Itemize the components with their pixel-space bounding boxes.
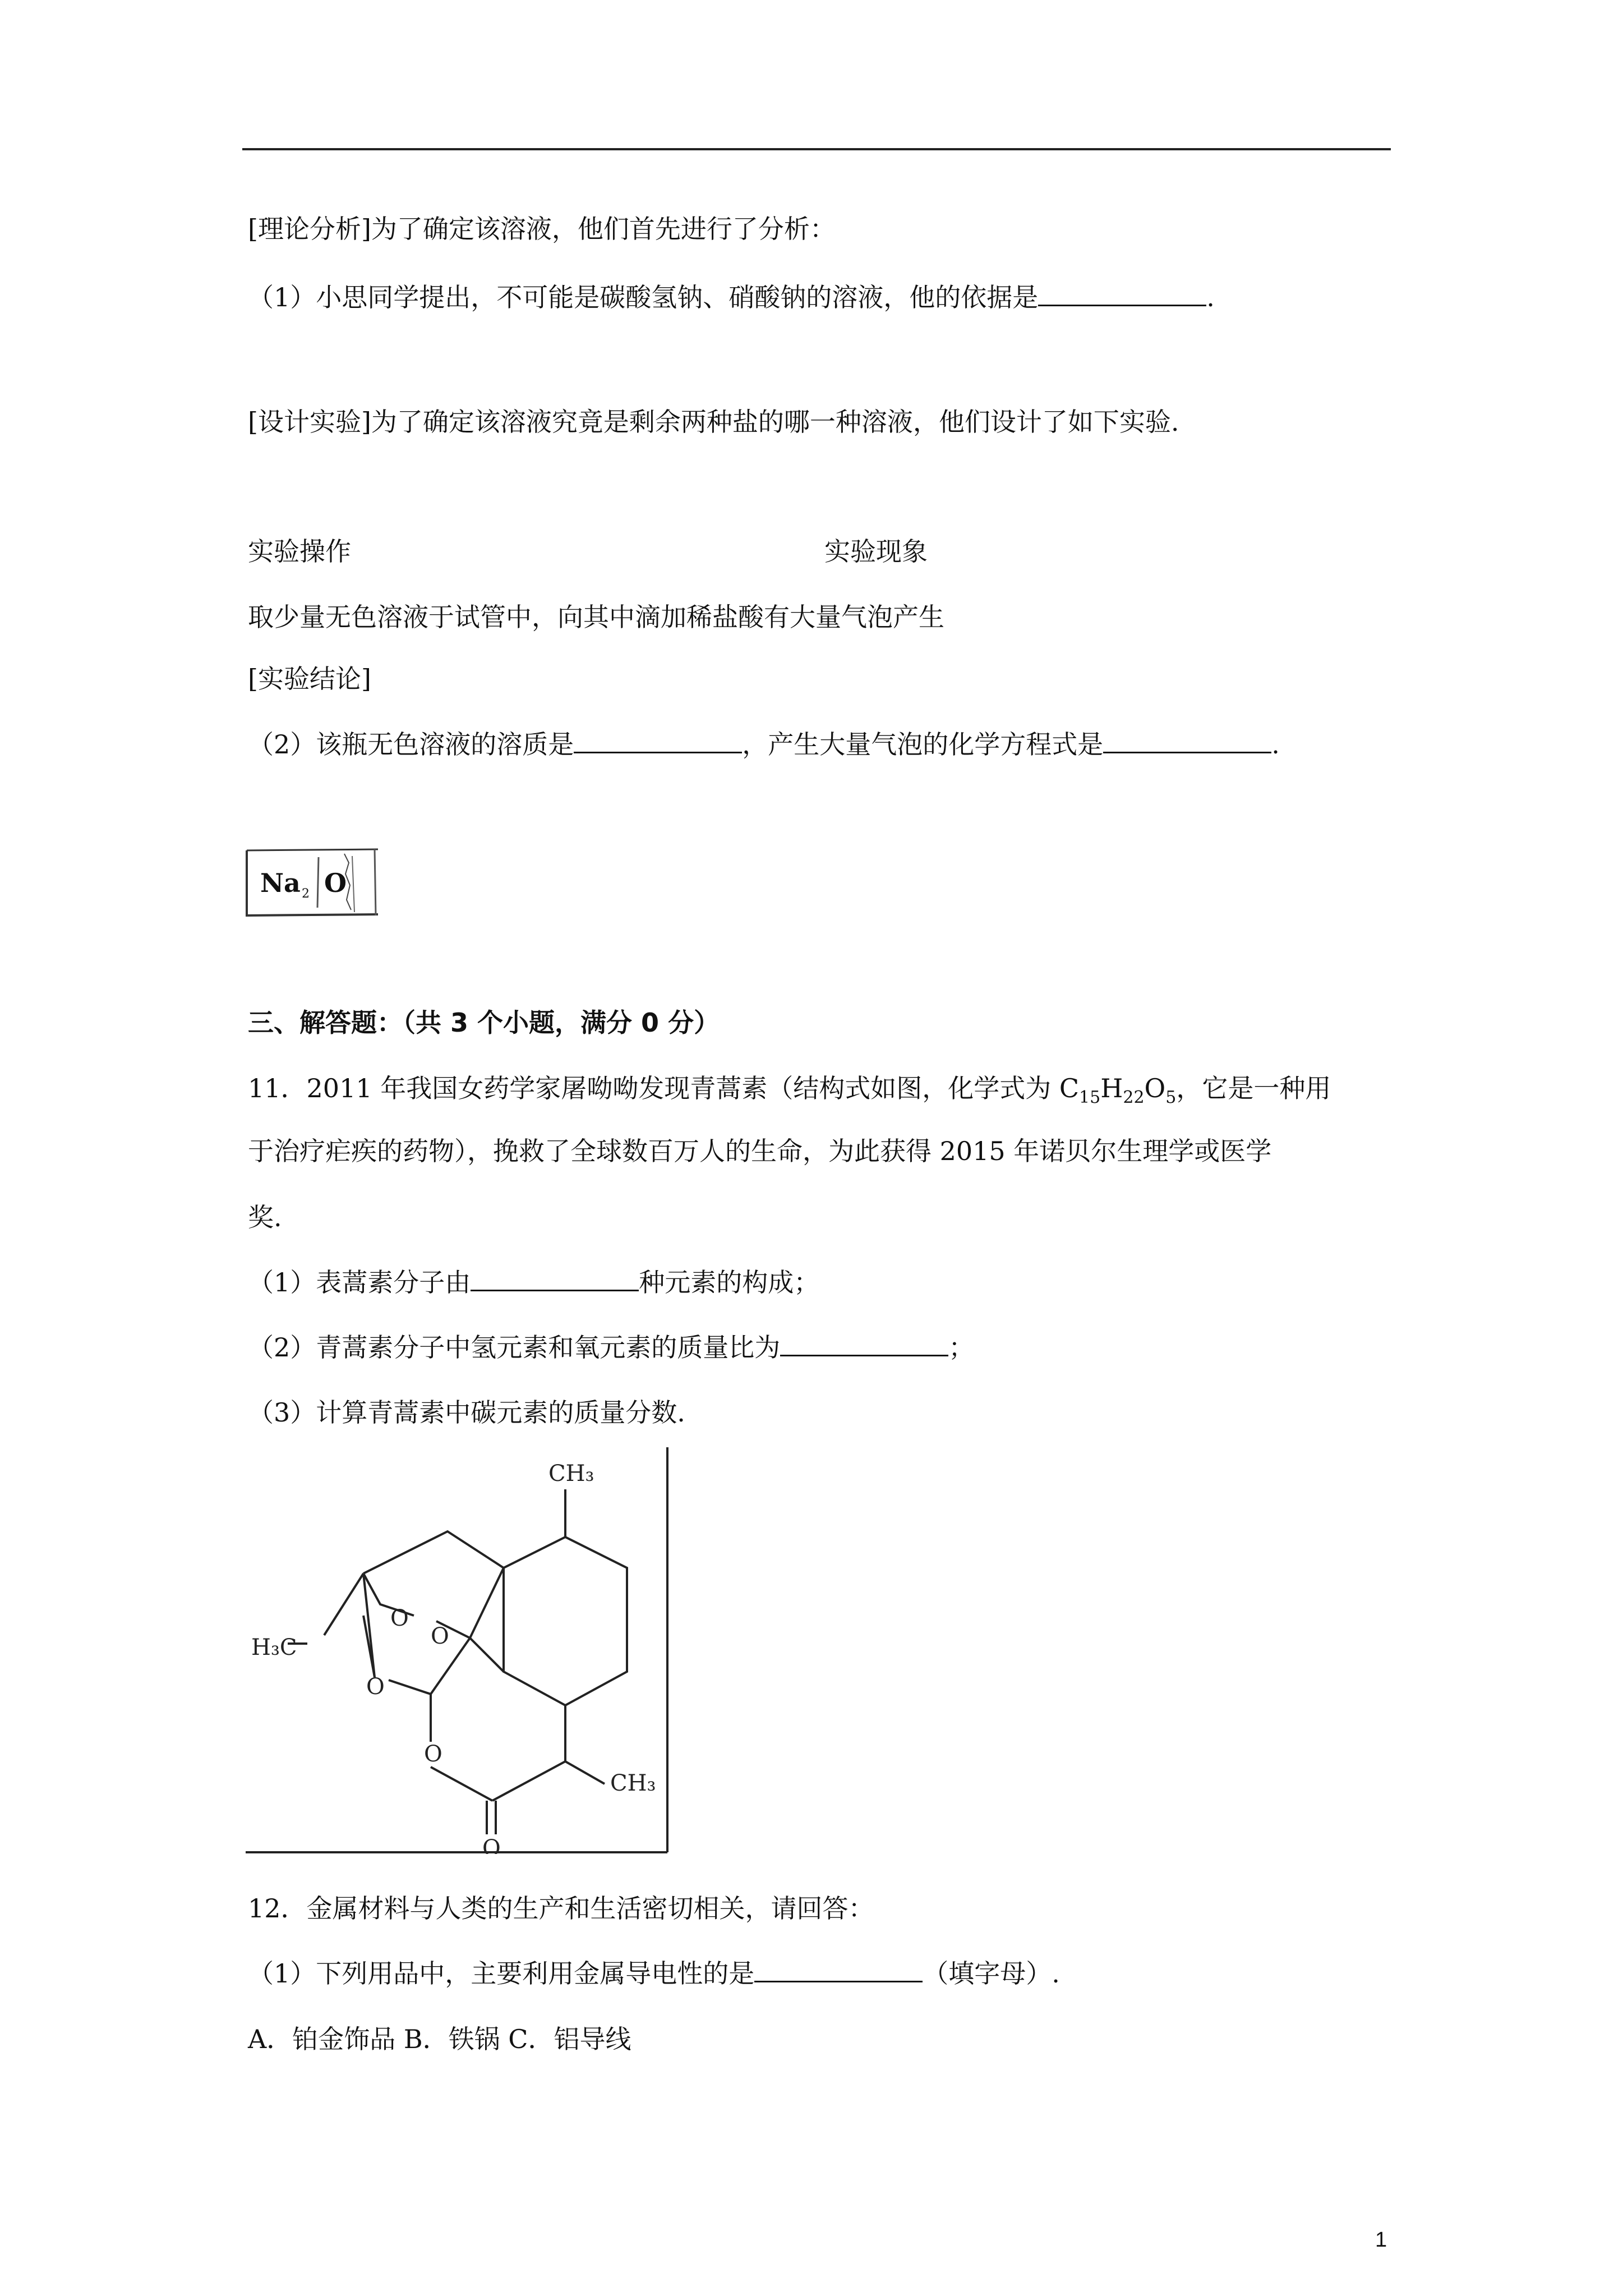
q11-sub-5: 5 — [1165, 1088, 1177, 1107]
q2-text-b: ，产生大量气泡的化学方程式是 — [742, 729, 1104, 760]
q11-sub-15: 15 — [1079, 1088, 1101, 1107]
label-sub: 2 — [302, 887, 310, 901]
q11-h: H — [1100, 1073, 1123, 1103]
question-11-line-3: 奖. — [248, 1202, 282, 1232]
answer-blank[interactable] — [780, 1332, 948, 1356]
q12-1-text-b: （填字母）. — [923, 1958, 1060, 1989]
q11-text-a: 11．2011 年我国女药学家屠呦呦发现青蒿素（结构式如图，化学式为 C — [248, 1073, 1080, 1103]
ch3-top-label: CH₃ — [548, 1461, 594, 1487]
experiment-conclusion-heading: [实验结论] — [248, 664, 371, 694]
section-heading: 三、解答题：（共 3 个小题，满分 0 分） — [248, 1007, 720, 1038]
question-12-options: A．铂金饰品 B．铁锅 C．铝导线 — [248, 2024, 631, 2054]
peroxide-o1-label: O — [390, 1605, 409, 1631]
carbonyl-o-label: O — [482, 1835, 501, 1854]
question-12-part-1 — [248, 1957, 1060, 1990]
table-header-operation: 实验操作 — [248, 536, 351, 567]
q11-2-text-b: ； — [948, 1332, 975, 1363]
q1-text: （1）小思同学提出，不可能是碳酸氢钠、硝酸钠的溶液，他的依据是 — [248, 282, 1039, 312]
label-na: Na — [260, 868, 301, 898]
q12-1-text-a: （1）下列用品中，主要利用金属导电性的是 — [248, 1958, 755, 1989]
artemisinin-structure-figure — [246, 1447, 669, 1854]
h3c-label: H₃C — [251, 1635, 297, 1660]
ether-o-label: O — [366, 1674, 385, 1700]
question-11-line-1 — [248, 1071, 1331, 1115]
answer-blank[interactable] — [1038, 282, 1206, 306]
question-11-part-2 — [248, 1331, 974, 1364]
answer-blank[interactable] — [471, 1267, 639, 1291]
q11-sub-22: 22 — [1123, 1088, 1145, 1107]
lactone-o-label: O — [424, 1741, 442, 1767]
answer-blank[interactable] — [1103, 729, 1271, 753]
question-11-part-3: （3）计算青蒿素中碳元素的质量分数. — [248, 1397, 685, 1428]
header-rule — [242, 148, 1391, 150]
table-header-phenomenon: 实验现象 — [824, 536, 928, 567]
answer-blank[interactable] — [754, 1958, 923, 1982]
experiment-row: 取少量无色溶液于试管中，向其中滴加稀盐酸有大量气泡产生 — [248, 602, 944, 632]
q11-text-b: ，它是一种用 — [1176, 1073, 1331, 1103]
question-2-line — [248, 728, 1280, 761]
ch3-right-label: CH₃ — [610, 1770, 656, 1796]
reagent-label-image — [246, 846, 379, 919]
question-11-line-2: 于治疗疟疾的药物），挽救了全球数百万人的生命，为此获得 2015 年诺贝尔生理学或医学 — [248, 1136, 1272, 1166]
question-12-line: 12．金属材料与人类的生产和生活密切相关，请回答： — [248, 1893, 874, 1924]
theory-analysis-line: [理论分析]为了确定该溶液，他们首先进行了分析： — [248, 214, 836, 244]
q1-end: . — [1206, 282, 1215, 312]
question-11-part-1 — [248, 1266, 819, 1299]
q11-2-text-a: （2）青蒿素分子中氢元素和氧元素的质量比为 — [248, 1332, 781, 1363]
page-number: 1 — [1375, 2228, 1387, 2252]
q11-1-text-b: 种元素的构成； — [639, 1267, 820, 1297]
q11-1-text-a: （1）表蒿素分子由 — [248, 1267, 471, 1297]
label-o: O — [324, 868, 347, 898]
q11-o: O — [1144, 1073, 1166, 1103]
q2-end: . — [1271, 729, 1280, 760]
question-1-line — [248, 280, 1215, 314]
q2-text-a: （2）该瓶无色溶液的溶质是 — [248, 729, 574, 760]
peroxide-o2-label: O — [431, 1623, 449, 1649]
design-experiment-line: [设计实验]为了确定该溶液究竟是剩余两种盐的哪一种溶液，他们设计了如下实验. — [248, 407, 1179, 437]
answer-blank[interactable] — [574, 729, 742, 753]
